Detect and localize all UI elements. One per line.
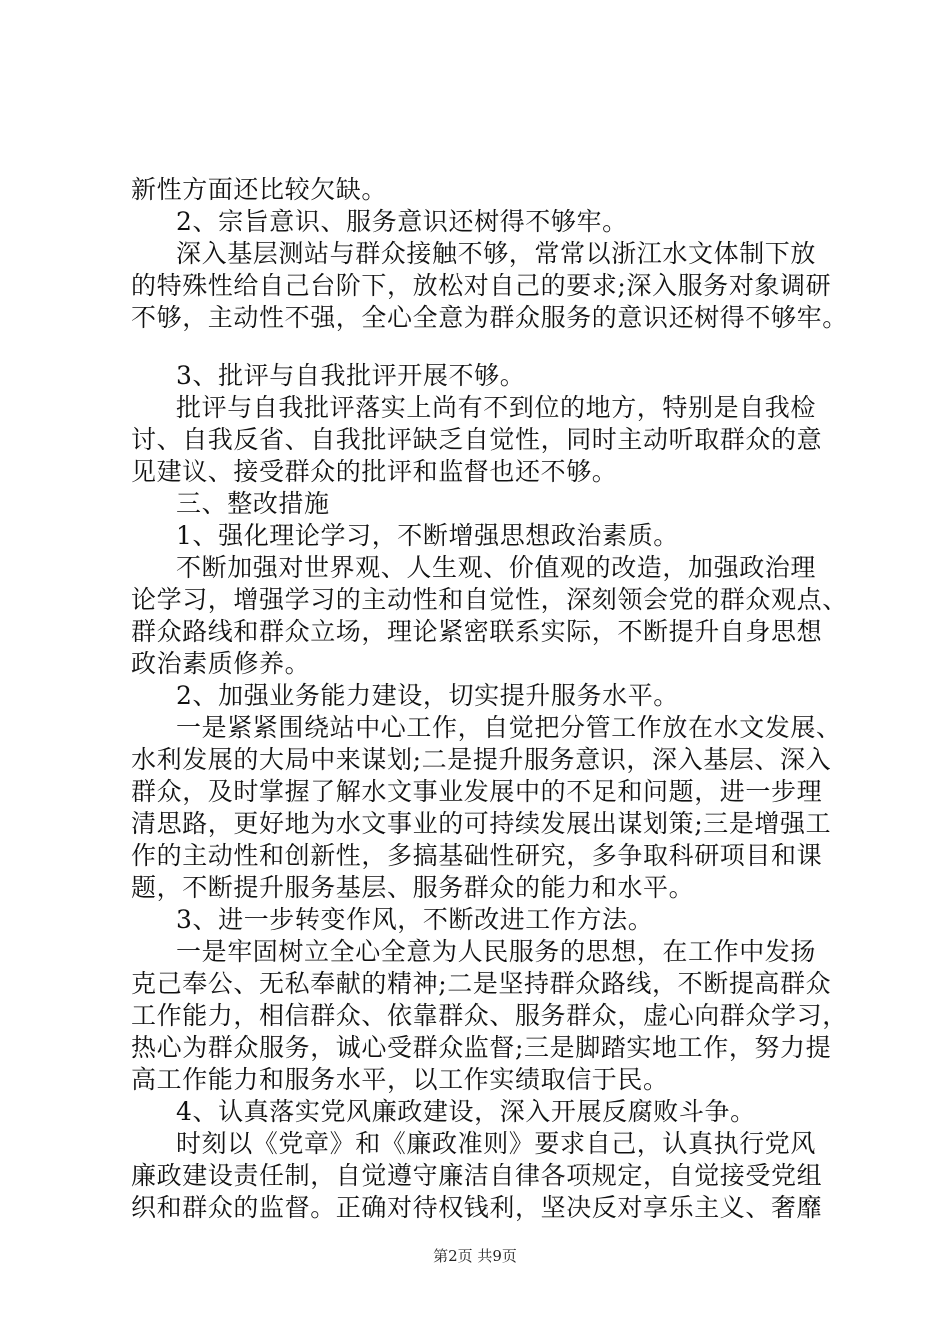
subheading: 1、强化理论学习，不断增强思想政治素质。 (176, 521, 679, 550)
text-line: 政治素质修养。 (131, 649, 311, 678)
page-number-footer: 第2页 共9页 (433, 1247, 517, 1265)
subheading: 3、批评与自我批评开展不够。 (176, 361, 526, 390)
text-line: 高工作能力和服务水平，以工作实绩取信于民。 (131, 1065, 669, 1094)
text-line: 热心为群众服务，诚心受群众监督;三是脚踏实地工作，努力提 (131, 1033, 832, 1062)
text-line: 见建议、接受群众的批评和监督也还不够。 (131, 457, 618, 486)
subheading: 2、加强业务能力建设，切实提升服务水平。 (176, 681, 679, 710)
text-line: 不够，主动性不强，全心全意为群众服务的意识还树得不够牢。 (131, 303, 848, 332)
text-line: 论学习，增强学习的主动性和自觉性，深刻领会党的群众观点、 (131, 585, 848, 614)
text-line: 新性方面还比较欠缺。 (131, 175, 388, 204)
text-line: 工作能力，相信群众、依靠群众、服务群众，虚心向群众学习， (131, 1001, 848, 1030)
text-line: 的特殊性给自己台阶下，放松对自己的要求;深入服务对象调研 (131, 271, 832, 300)
text-line: 克己奉公、无私奉献的精神;二是坚持群众路线，不断提高群众 (131, 969, 832, 998)
text-line: 廉政建设责任制，自觉遵守廉洁自律各项规定，自觉接受党组 (131, 1161, 823, 1190)
text-line: 清思路，更好地为水文事业的可持续发展出谋划策;三是增强工 (131, 809, 832, 838)
subheading: 4、认真落实党风廉政建设，深入开展反腐败斗争。 (176, 1097, 756, 1126)
text-line: 时刻以《党章》和《廉政准则》要求自己，认真执行党风 (176, 1129, 817, 1158)
text-line: 群众，及时掌握了解水文事业发展中的不足和问题，进一步理 (131, 777, 823, 806)
text-line: 讨、自我反省、自我批评缺乏自觉性，同时主动听取群众的意 (131, 425, 823, 454)
text-line: 一是牢固树立全心全意为人民服务的思想，在工作中发扬 (176, 937, 817, 966)
text-line: 深入基层测站与群众接触不够，常常以浙江水文体制下放 (176, 239, 817, 268)
subheading: 2、宗旨意识、服务意识还树得不够牢。 (176, 207, 628, 236)
text-line: 题，不断提升服务基层、服务群众的能力和水平。 (131, 873, 695, 902)
text-line: 批评与自我批评落实上尚有不到位的地方，特别是自我检 (176, 393, 817, 422)
text-line: 水利发展的大局中来谋划;二是提升服务意识，深入基层、深入 (131, 745, 832, 774)
section-heading: 三、整改措施 (176, 489, 330, 518)
text-line: 不断加强对世界观、人生观、价值观的改造，加强政治理 (176, 553, 817, 582)
text-line: 作的主动性和创新性，多搞基础性研究，多争取科研项目和课 (131, 841, 823, 870)
text-line: 一是紧紧围绕站中心工作，自觉把分管工作放在水文发展、 (176, 713, 842, 742)
subheading: 3、进一步转变作风，不断改进工作方法。 (176, 905, 654, 934)
text-line: 群众路线和群众立场，理论紧密联系实际，不断提升自身思想 (131, 617, 823, 646)
text-line: 织和群众的监督。正确对待权钱利，坚决反对享乐主义、奢靡 (131, 1193, 823, 1222)
